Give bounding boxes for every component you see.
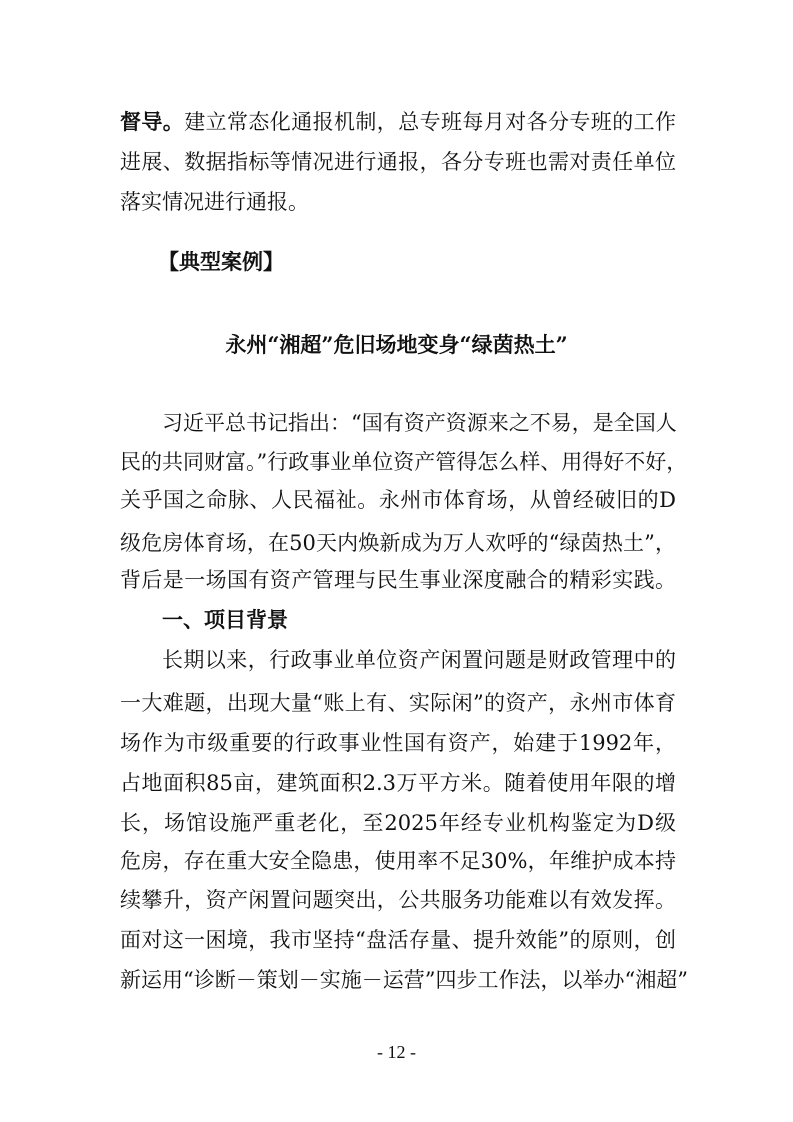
- para2-line: 一大难题，出现大量“账上有、实际闲”的资产，永州市体育: [120, 691, 676, 715]
- intro-line-3: 落实情况进行通报。: [120, 190, 309, 214]
- para1-line: 习近平总书记指出：“国有资产资源来之不易，是全国人: [162, 411, 677, 435]
- intro-lead: 督导。: [120, 110, 185, 134]
- para2-line: 占地面积85亩，建筑面积2.3万平方米。随着使用年限的增: [120, 771, 676, 795]
- para2-line: 长期以来，行政事业单位资产闲置问题是财政管理中的: [162, 648, 676, 672]
- section-label: 【典型案例】: [158, 250, 284, 274]
- para2-line: 长，场馆设施严重老化，至2025年经专业机构鉴定为D级: [120, 811, 676, 835]
- intro-text: 建立常态化通报机制，总专班每月对各分专班的工作: [184, 110, 677, 134]
- para2-line: 危房，存在重大安全隐患，使用率不足30%，年维护成本持: [120, 849, 676, 873]
- para2-line: 面对这一困境，我市坚持“盘活存量、提升效能”的原则，创: [120, 928, 676, 952]
- para1-line: 级危房体育场，在50天内焕新成为万人欢呼的“绿茵热土”，: [120, 531, 676, 555]
- para2-line: 续攀升，资产闲置问题突出，公共服务功能难以有效发挥。: [120, 888, 676, 912]
- para1-line: 关乎国之命脉、人民福祉。永州市体育场，从曾经破旧的D: [120, 488, 676, 512]
- para2-line: 场作为市级重要的行政事业性国有资产，始建于1992年，: [120, 731, 676, 755]
- intro-line-2: 进展、数据指标等情况进行通报，各分专班也需对责任单位: [120, 150, 676, 174]
- para1-line: 背后是一场国有资产管理与民生事业深度融合的精彩实践。: [120, 568, 676, 592]
- para1-line: 民的共同财富。”行政事业单位资产管得怎么样、用得好不好，: [120, 450, 688, 474]
- intro-line-1: [120, 108, 676, 136]
- page-number: - 12 -: [377, 1042, 416, 1062]
- para2-line: 新运用“诊断－策划－实施－运营”四步工作法，以举办“湘超”: [120, 968, 688, 992]
- section-heading: 一、项目背景: [162, 608, 288, 632]
- case-title: 永州“湘超”危旧场地变身“绿茵热土”: [225, 332, 568, 357]
